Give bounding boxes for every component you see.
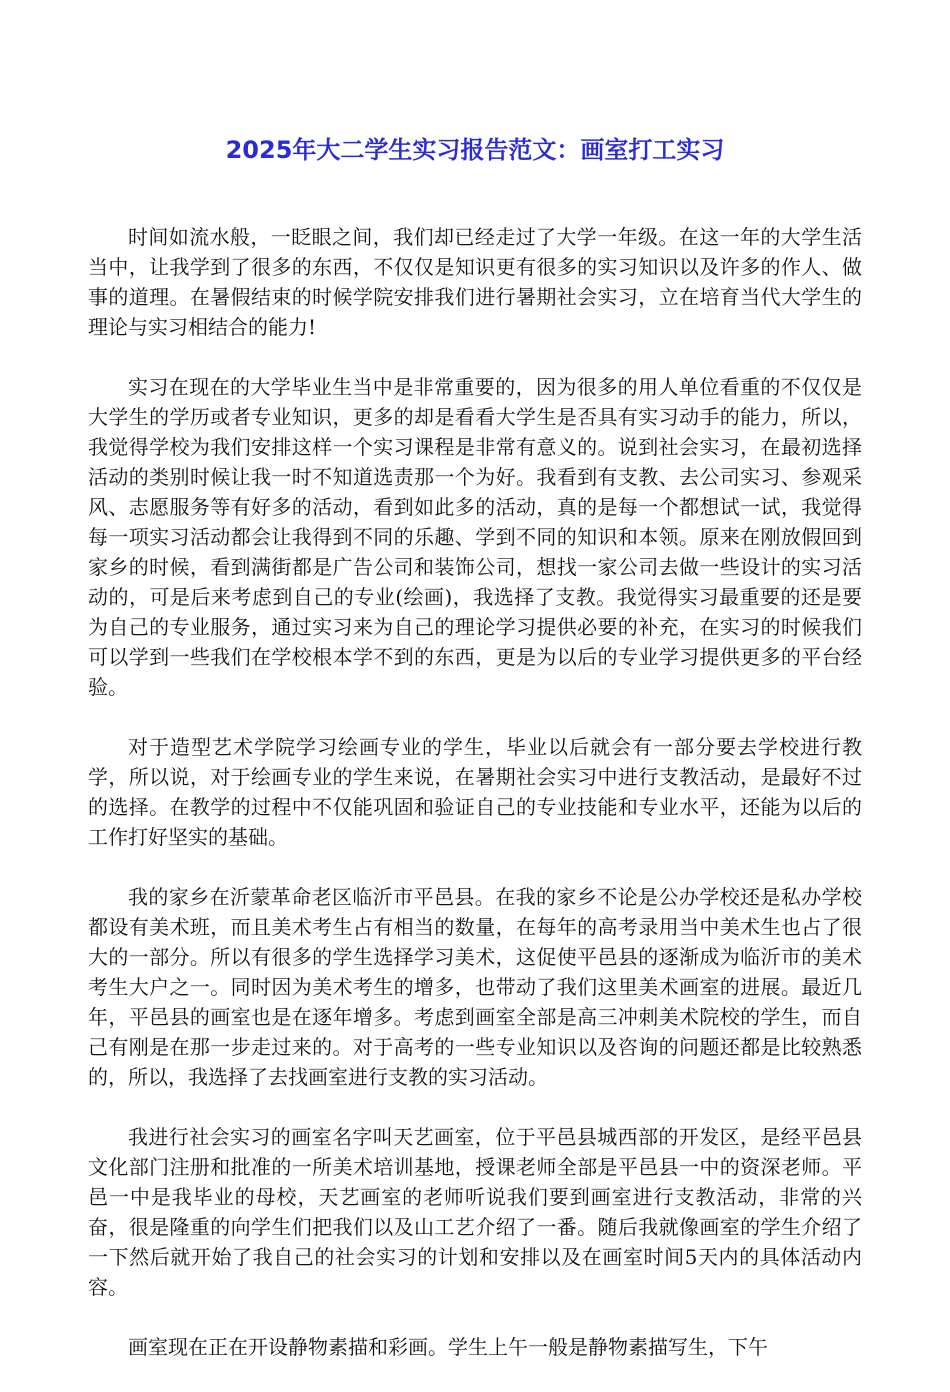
- paragraph: 我进行社会实习的画室名字叫天艺画室，位于平邑县城西部的开发区，是经平邑县文化部门注册和批准的一所美术培训基地，授课老师全部是平邑县一中的资深老师。平邑一中是我毕业的母校，天艺画室的老师听说我们要到画室进行支教活动，非常的兴奋，很是隆重的向学生们把我们以及山工艺介绍了一番。随后我就像画室的学生介绍了一下然后就开始了我自己的社会实习的计划和安排以及在画室时间5天内的具体活动内容。: [88, 1125, 862, 1299]
- paragraph: 我的家乡在沂蒙革命老区临沂市平邑县。在我的家乡不论是公办学校还是私办学校都设有美术班，而且美术考生占有相当的数量，在每年的高考录用当中美术生也占了很大的一部分。所以有很多的学生选择学习美术，这促使平邑县的逐渐成为临沂市的美术考生大户之一。同时因为美术考生的增多，也带动了我们这里美术画室的进展。最近几年，平邑县的画室也是在逐年增多。考虑到画室全部是高三冲刺美术院校的学生，而自己有刚是在那一步走过来的。对于高考的一些专业知识以及咨询的问题还都是比较熟悉的，所以，我选择了去找画室进行支教的实习活动。: [88, 885, 862, 1089]
- paragraph: 画室现在正在开设静物素描和彩画。学生上午一般是静物素描写生，下午: [128, 1335, 768, 1359]
- document-title: 2025年大二学生实习报告范文：画室打工实习: [225, 136, 725, 164]
- paragraph: 实习在现在的大学毕业生当中是非常重要的，因为很多的用人单位看重的不仅仅是大学生的学历或者专业知识，更多的却是看看大学生是否具有实习动手的能力，所以，我觉得学校为我们安排这样一个实习课程是非常有意义的。说到社会实习，在最初选择活动的类别时候让我一时不知道选责那一个为好。我看到有支教、去公司实习、参观采风、志愿服务等有好多的活动，看到如此多的活动，真的是每一个都想试一试，我觉得每一项实习活动都会让我得到不同的乐趣、学到不同的知识和本领。原来在刚放假回到家乡的时候，看到满街都是广告公司和装饰公司，想找一家公司去做一些设计的实习活动的，可是后来考虑到自己的专业(绘画)，我选择了支教。我觉得实习最重要的还是要为自己的专业服务，通过实习来为自己的理论学习提供必要的补充，在实习的时候我们可以学到一些我们在学校根本学不到的东西，更是为以后的专业学习提供更多的平台经验。: [88, 375, 862, 699]
- paragraph: 对于造型艺术学院学习绘画专业的学生，毕业以后就会有一部分要去学校进行教学，所以说，对于绘画专业的学生来说，在暑期社会实习中进行支教活动，是最好不过的选择。在教学的过程中不仅能巩固和验证自己的专业技能和专业水平，还能为以后的工作打好坚实的基础。: [88, 735, 862, 849]
- document-body: [88, 222, 862, 1392]
- paragraph: 时间如流水般，一眨眼之间，我们却已经走过了大学一年级。在这一年的大学生活当中，让我学到了很多的东西，不仅仅是知识更有很多的实习知识以及许多的作人、做事的道理。在暑假结束的时候学院安排我们进行暑期社会实习，立在培育当代大学生的理论与实习相结合的能力!: [88, 225, 862, 339]
